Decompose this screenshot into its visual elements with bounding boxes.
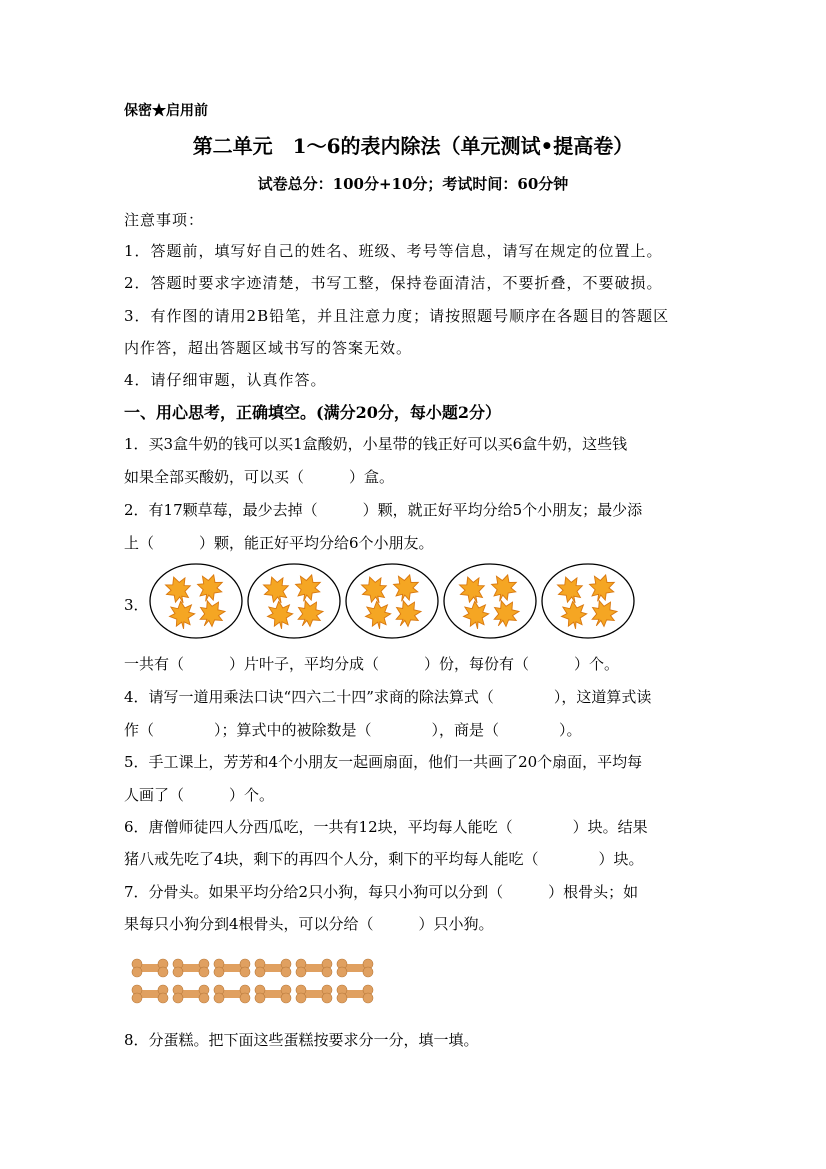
question-6-line-2: 猪八戒先吃了4块，剩下的再四个人分，剩下的平均每人能吃（ ）块。 (124, 850, 644, 868)
question-5-line-2: 人画了（ ）个。 (124, 786, 275, 804)
note-item-1: 1．答题前，填写好自己的姓名、班级、考号等信息，请写在规定的位置上。 (124, 242, 663, 260)
page-title: 第二单元 1～6的表内除法（单元测试•提高卷） (192, 134, 634, 158)
exam-info: 试卷总分：100分+10分；考试时间：60分钟 (257, 175, 569, 193)
leaf-icon (554, 573, 587, 608)
question-3-line-1: 一共有（ ）片叶子，平均分成（ ）份，每份有（ ）个。 (124, 655, 620, 673)
leaf-icon (462, 600, 490, 630)
note-item-3: 3．有作图的请用2B铅笔，并且注意力度；请按照题号顺序在各题目的答题区 (124, 307, 670, 325)
leaf-icon (585, 596, 621, 633)
leaf-icon (194, 571, 226, 605)
bone-icon (132, 959, 168, 977)
note-item-2: 2．答题时要求字迹清楚，书写工整，保持卷面清洁，不要折叠，不要破损。 (124, 274, 663, 292)
question-5-line-1: 5．手工课上，芳芳和4个小朋友一起画扇面，他们一共画了20个扇面，平均每 (124, 753, 643, 771)
leaf-icon (193, 596, 229, 633)
question-1-line-2: 如果全部买酸奶，可以买（ ）盒。 (124, 468, 395, 486)
leaves-figure (148, 562, 648, 640)
question-2-line-1: 2．有17颗草莓，最少去掉（ ）颗，就正好平均分给5个小朋友；最少添 (124, 501, 643, 519)
leaf-icon (260, 573, 293, 608)
question-6-line-1: 6．唐僧师徒四人分西瓜吃，一共有12块，平均每人能吃（ ）块。结果 (124, 818, 648, 836)
leaf-group-oval (542, 564, 634, 638)
leaf-icon (162, 573, 195, 608)
notes-heading: 注意事项： (124, 211, 205, 229)
section-heading: 一、用心思考，正确填空。(满分20分，每小题2分） (124, 403, 501, 422)
bone-icon (214, 959, 250, 977)
bone-icon (337, 985, 373, 1003)
bone-icon (296, 985, 332, 1003)
question-7-line-2: 果每只小狗分到4根骨头，可以分给（ ）只小狗。 (124, 915, 494, 933)
bone-icon (255, 959, 291, 977)
question-2-line-2: 上（ ）颗，能正好平均分给6个小朋友。 (124, 534, 434, 552)
leaf-group-oval (444, 564, 536, 638)
bone-icon (173, 959, 209, 977)
bones-figure (130, 956, 390, 1006)
bones-svg (130, 956, 390, 1006)
leaf-groups-svg (148, 562, 648, 640)
leaf-icon (560, 600, 588, 630)
leaf-icon (390, 571, 422, 605)
question-1-line-1: 1．买3盒牛奶的钱可以买1盒酸奶，小星带的钱正好可以买6盒牛奶，这些钱 (124, 435, 628, 453)
question-8-line-1: 8．分蛋糕。把下面这些蛋糕按要求分一分，填一填。 (124, 1031, 479, 1049)
leaf-group-oval (248, 564, 340, 638)
bone-icon (255, 985, 291, 1003)
leaf-icon (292, 571, 324, 605)
leaf-icon (488, 571, 520, 605)
bone-icon (132, 985, 168, 1003)
bone-icon (296, 959, 332, 977)
leaf-icon (266, 600, 294, 630)
leaf-icon (456, 573, 489, 608)
leaf-icon (364, 600, 392, 630)
leaf-icon (389, 596, 425, 633)
confidential-label: 保密★启用前 (124, 103, 208, 119)
leaf-group-oval (346, 564, 438, 638)
leaf-icon (291, 596, 327, 633)
leaf-group-oval (150, 564, 242, 638)
leaf-icon (168, 600, 196, 630)
leaf-icon (487, 596, 523, 633)
bone-icon (214, 985, 250, 1003)
note-item-4: 4．请仔细审题，认真作答。 (124, 371, 327, 389)
leaf-icon (586, 571, 618, 605)
question-7-line-1: 7．分骨头。如果平均分给2只小狗，每只小狗可以分到（ ）根骨头；如 (124, 883, 639, 901)
question-3-number: 3． (124, 596, 149, 614)
leaf-icon (358, 573, 391, 608)
bone-icon (337, 959, 373, 977)
question-4-line-1: 4．请写一道用乘法口诀“四六二十四”求商的除法算式（ ），这道算式读 (124, 688, 652, 706)
note-item-3-cont: 内作答，超出答题区域书写的答案无效。 (124, 339, 413, 357)
question-4-line-2: 作（ ）；算式中的被除数是（ ），商是（ ）。 (124, 721, 582, 739)
bone-icon (173, 985, 209, 1003)
